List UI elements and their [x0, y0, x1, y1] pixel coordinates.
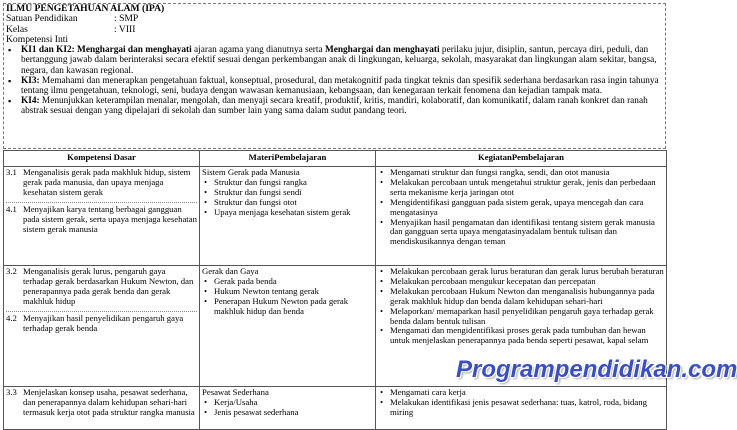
ki-text: ajaran agama yang dianutnya serta — [191, 45, 325, 56]
materi-list — [202, 277, 373, 317]
list-item: • Melaporkan/ memaparkan hasil penyelidikan pengaruh gaya terhadap gerak benda dalam bentuk tulisan — [378, 307, 664, 327]
document-header — [6, 4, 664, 117]
kd-number: 4.1 — [6, 203, 17, 214]
kd-item — [6, 311, 197, 334]
kd-text: Menyajikan hasil penyelidikan pengaruh gaya terhadap gerak benda — [23, 312, 184, 333]
list-item: • Gerak pada benda — [202, 277, 373, 287]
list-item: • Struktur dan fungsi sendi — [202, 188, 373, 198]
table-row — [4, 266, 667, 387]
bullet-icon: ▪ — [8, 96, 12, 107]
column-header: KegiatanPembelajaran — [376, 151, 667, 167]
ki-text: Menunjukkan keterampilan menalar, mengolah, dan menyaji secara kreatif, produktif, kritis, mandiri, kolaboratif, dan komunikatif, dalam ranah konkret dan ranah abstrak sesuai dengan yang dipelajari di sekolah dan sumber lain yang sama dalam sudut pandang teori. — [21, 96, 648, 117]
list-item: • Mengidentifikasi gangguan pada sistem gerak, upaya mencegah dan cara mengatasinya — [378, 198, 664, 218]
list-item: • Mengamati dan mengidentifikasi proses gerak pada tumbuhan dan hewan untuk menjelaskan penerapannya pada benda seperti pesawat, kapal selam — [378, 326, 664, 346]
list-item: • Melakukan percobaan mengukur kecepatan dan percepatan — [378, 277, 664, 287]
list-item: • Melakukan percobaan Hukum Newton dan menganalisis hubungannya pada gerak makhluk hidup dan benda dalam kehidupan sehari-hari — [378, 287, 664, 307]
kegiatan-list — [378, 388, 664, 418]
bullet-icon: ▪ — [8, 75, 12, 86]
materi-list — [202, 398, 373, 418]
materi-cell — [200, 266, 376, 387]
table-header-row — [4, 151, 667, 167]
materi-cell — [200, 387, 376, 430]
ki-bold-text: Menghargai dan menghayati — [324, 45, 440, 56]
table-row — [4, 167, 667, 266]
list-item: • Penerapan Hukum Newton pada gerak makhluk hidup dan benda — [202, 297, 373, 317]
kd-number: 3.3 — [6, 387, 17, 397]
ki-list — [6, 45, 664, 116]
list-item: • Struktur dan fungsi otot — [202, 198, 373, 208]
kd-item — [6, 267, 197, 307]
kegiatan-cell — [376, 387, 667, 430]
kegiatan-cell — [376, 266, 667, 387]
kegiatan-cell — [376, 167, 667, 266]
materi-list — [202, 178, 373, 218]
materi-cell — [200, 167, 376, 266]
ki-item — [6, 45, 664, 76]
materi-title: Sistem Gerak pada Manusia — [202, 167, 300, 177]
kegiatan-list — [378, 168, 664, 247]
meta-row-kelas — [6, 25, 664, 35]
list-item: • Melakukan percobaan untuk mengetahui struktur gerak, jenis dan perbedaan serta mekanisme kerja jaringan otot — [378, 178, 664, 198]
column-header: Kompetensi Dasar — [4, 151, 200, 167]
site-watermark: Programpendidikan.com — [456, 356, 737, 383]
ki-text: Memahami dan menerapkan pengetahuan faktual, konseptual, prosedural, dan metakognitif pada tingkat teknis dan spesifik sederhana berdasarkan rasa ingin tahunya tentang ilmu pengetahuan, teknologi, seni, budaya dengan wawasan kemanusiaan, kebangsaan, dan kenegaraan terkait fenomena dan kejadian tampak mata. — [21, 75, 659, 96]
kd-number: 4.2 — [6, 312, 17, 323]
list-item: • Menyajikan hasil pengamatan dan identifikasi tentang sistem gerak manusia dan gangguan serta upaya mengatasinyadalam bentuk tulisan dan mendiskusikannya dengan teman — [378, 218, 664, 248]
list-item: • Melakukan percobaan gerak lurus beraturan dan gerak lurus berubah beraturan — [378, 267, 664, 277]
materi-title: Gerak dan Gaya — [202, 266, 259, 276]
subject-title: ILMU PENGETAHUAN ALAM (IPA) — [6, 3, 165, 14]
kd-item — [6, 388, 197, 418]
ki-item — [6, 96, 664, 116]
ki-label: KI3: — [21, 75, 40, 86]
bullet-icon: ▪ — [8, 45, 12, 56]
list-item: • Hukum Newton tentang gerak — [202, 287, 373, 297]
list-item: • Struktur dan fungsi rangka — [202, 178, 373, 188]
kd-cell — [4, 387, 200, 430]
meta-value: : VIII — [114, 23, 136, 35]
ki-heading: Kompetensi Inti — [6, 33, 69, 45]
ki-item — [6, 76, 664, 96]
syllabus-table — [3, 150, 667, 430]
kd-number: 3.1 — [6, 167, 17, 177]
ki-text: perilaku jujur, disiplin, santun, percaya diri, peduli, dan bertanggung jawab dalam berinteraksi secara efektif sesuai dengan perkembangan anak di lingkungan, keluarga, sekolah, masyarakat dan lingkungan alam sekitar, bangsa, negara, dan kawasan regional. — [21, 45, 657, 76]
column-header: MateriPembelajaran — [200, 151, 376, 167]
list-item: • Melakukan identifikasi jenis pesawat sederhana: tuas, katrol, roda, bidang miring — [378, 398, 664, 418]
kd-text: Menyajikan karya tentang berbagai gangguan pada sistem gerak, serta upaya menjaga kesehatan sistem gerak manusia — [23, 203, 197, 234]
meta-value: : SMP — [114, 13, 139, 25]
kd-item — [6, 168, 197, 198]
list-item: • Mengamati struktur dan fungsi rangka, sendi, dan otot manusia — [378, 168, 664, 178]
kd-item — [6, 202, 197, 235]
ki-label: KI1 dan KI2: Menghargai dan menghayati — [21, 45, 192, 56]
list-item: • Mengamati cara kerja — [378, 388, 664, 398]
list-item: • Kerja/Usaha — [202, 398, 373, 408]
kd-cell — [4, 266, 200, 387]
table-row — [4, 387, 667, 430]
kd-number: 3.2 — [6, 266, 17, 276]
kd-text: Menganalisis gerak lurus, pengaruh gaya terhadap gerak berdasarkan Hukum Newton, dan penerapannya pada gerak benda dan gerak makhluk hidup — [23, 266, 194, 306]
kegiatan-list — [378, 267, 664, 346]
kd-text: Menjelaskan konsep usaha, pesawat sederhana, dan penerapannya dalam kehidupan sehari-hari termasuk kerja otot pada struktur rangka manusia — [23, 387, 195, 417]
meta-label: Kelas — [6, 23, 28, 35]
list-item: • Upaya menjaga kesehatan sistem gerak — [202, 208, 373, 218]
kd-text: Menganalisis gerak pada makhluk hidup, sistem gerak pada manusia, dan upaya menjaga kesehatan sistem gerak — [23, 167, 191, 197]
list-item: • Jenis pesawat sederhana — [202, 408, 373, 418]
meta-label: Satuan Pendidikan — [6, 13, 78, 25]
materi-title: Pesawat Sederhana — [202, 387, 269, 397]
meta-row-satuan — [6, 14, 664, 24]
ki-label: KI4: — [21, 96, 40, 107]
kd-cell — [4, 167, 200, 266]
